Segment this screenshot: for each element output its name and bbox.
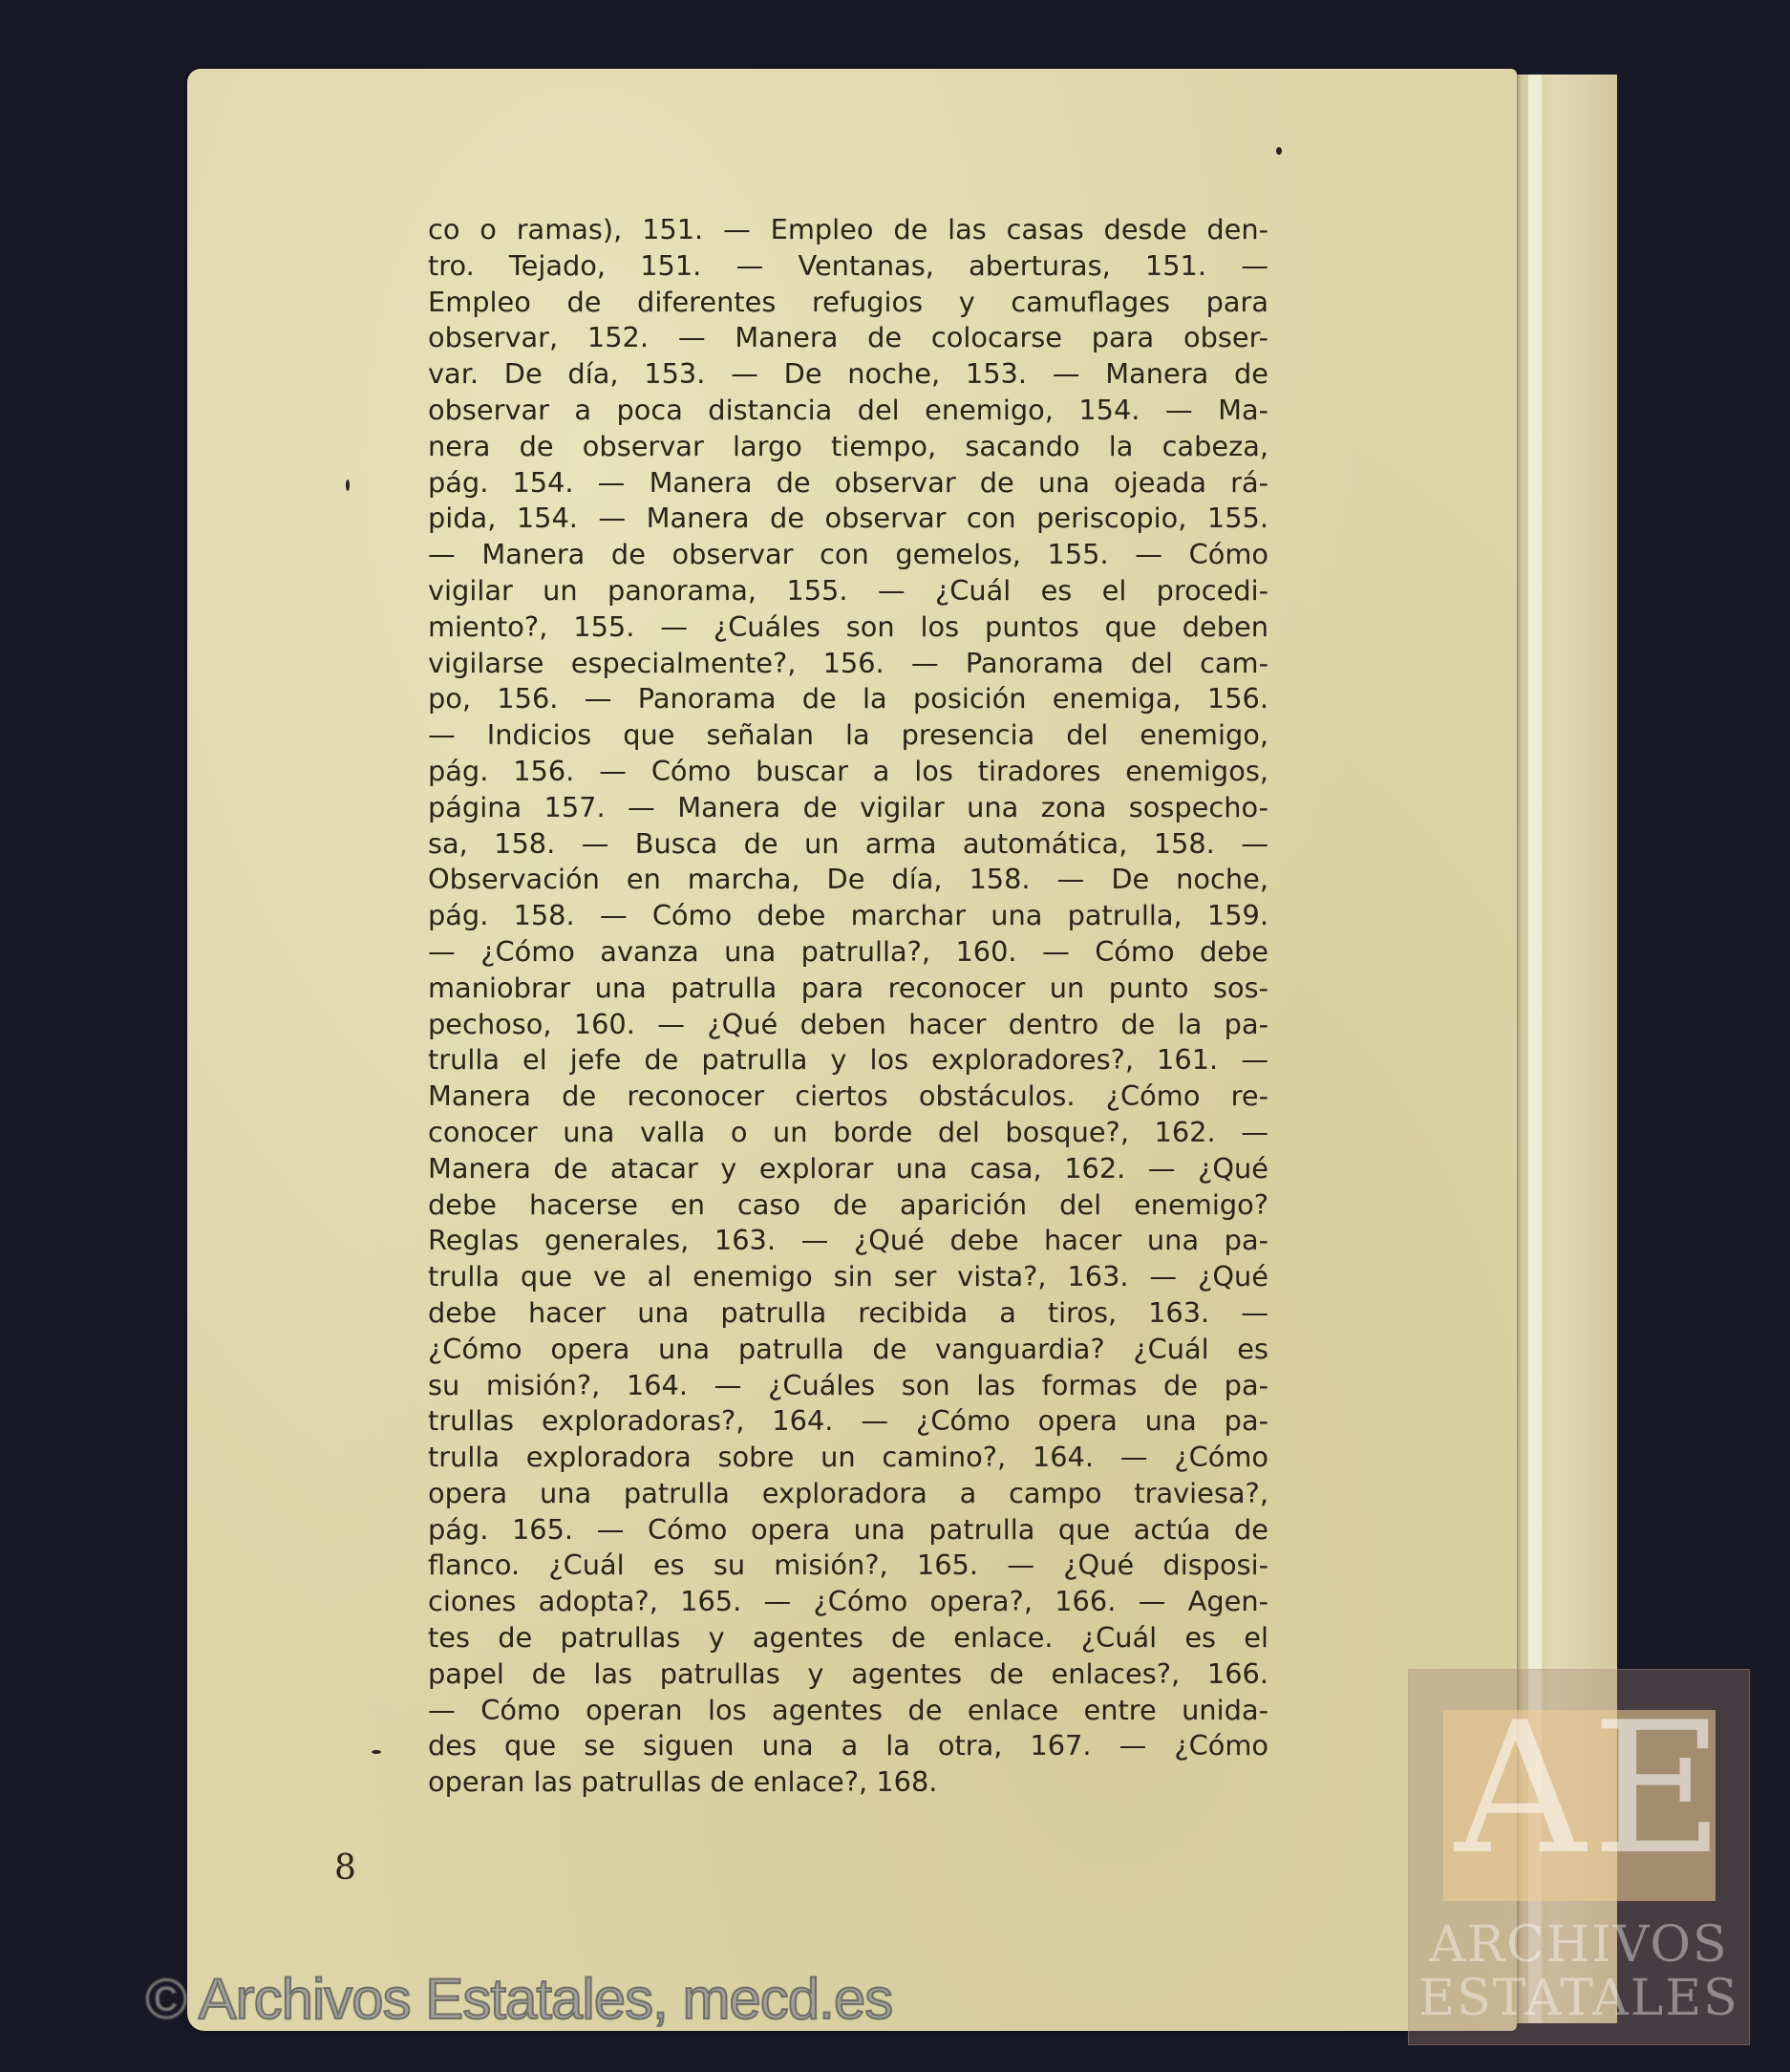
copyright-watermark: © Archivos Estatales, mecd.es	[145, 1967, 893, 2031]
page-number: 8	[334, 1848, 356, 1888]
text-line: — Cómo operan los agentes de enlace entre unida-	[428, 1693, 1268, 1726]
text-line: po, 156. — Panorama de la posición enemiga, 156.	[428, 682, 1268, 716]
text-line: sa, 158. — Busca de un arma automática, 158. —	[428, 826, 1268, 860]
text-line: pág. 165. — Cómo opera una patrulla que actúa de	[428, 1512, 1268, 1546]
logo-letters: AE	[1455, 1683, 1730, 1894]
text-line: Manera de reconocer ciertos obstáculos. ¿Cómo re-	[428, 1079, 1268, 1113]
archivos-estatales-logo	[1408, 1669, 1750, 2045]
text-line: trulla que ve al enemigo sin ser vista?, 163. — ¿Qué	[428, 1260, 1268, 1293]
text-line: nera de observar largo tiempo, sacando la cabeza,	[428, 429, 1268, 462]
text-line: maniobrar una patrulla para reconocer un punto sos-	[428, 971, 1268, 1004]
text-line: papel de las patrullas y agentes de enlaces?, 166.	[428, 1656, 1268, 1690]
text-line: Reglas generales, 163. — ¿Qué debe hacer una pa-	[428, 1224, 1268, 1257]
text-line: trulla exploradora sobre un camino?, 164. — ¿Cómo	[428, 1441, 1268, 1474]
text-line: pág. 154. — Manera de observar de una ojeada rá-	[428, 465, 1268, 499]
text-line: tes de patrullas y agentes de enlace. ¿Cuál es el	[428, 1621, 1268, 1655]
text-line: pág. 158. — Cómo debe marchar una patrulla, 159.	[428, 899, 1268, 932]
text-line: tro. Tejado, 151. — Ventanas, aberturas, 151. —	[428, 248, 1268, 282]
text-line: var. De día, 153. — De noche, 153. — Manera de	[428, 357, 1268, 391]
text-line: Observación en marcha, De día, 158. — De noche,	[428, 863, 1268, 896]
index-text-block	[428, 212, 1268, 1801]
text-line: pida, 154. — Manera de observar con periscopio, 155.	[428, 502, 1268, 535]
text-line: Manera de atacar y explorar una casa, 162. — ¿Qué	[428, 1151, 1268, 1185]
ink-speck	[372, 1750, 381, 1754]
logo-caption-line2: ESTATALES	[1418, 1970, 1739, 2027]
text-line: Empleo de diferentes refugios y camuflages para	[428, 285, 1268, 318]
text-line: ¿Cómo opera una patrulla de vanguardia? ¿Cuál es	[428, 1332, 1268, 1365]
text-line: pág. 156. — Cómo buscar a los tiradores enemigos,	[428, 754, 1268, 787]
text-line: flanco. ¿Cuál es su misión?, 165. — ¿Qué disposi-	[428, 1549, 1268, 1582]
text-line: pechoso, 160. — ¿Qué deben hacer dentro de la pa-	[428, 1007, 1268, 1040]
logo-caption-line1: ARCHIVOS	[1429, 1916, 1729, 1974]
text-line: trullas exploradoras?, 164. — ¿Cómo opera una pa-	[428, 1404, 1268, 1438]
text-line: observar, 152. — Manera de colocarse para obser-	[428, 321, 1268, 354]
text-line: — Indicios que señalan la presencia del enemigo,	[428, 718, 1268, 752]
text-line: trulla el jefe de patrulla y los exploradores?, 161. —	[428, 1043, 1268, 1077]
text-line: conocer una valla o un borde del bosque?, 162. —	[428, 1115, 1268, 1148]
text-line: observar a poca distancia del enemigo, 154. — Ma-	[428, 393, 1268, 426]
text-line: opera una patrulla exploradora a campo traviesa?,	[428, 1476, 1268, 1509]
text-line: miento?, 155. — ¿Cuáles son los puntos que deben	[428, 609, 1268, 643]
text-line: — Manera de observar con gemelos, 155. — Cómo	[428, 538, 1268, 571]
ink-speck	[1276, 147, 1282, 155]
text-line: vigilar un panorama, 155. — ¿Cuál es el procedi-	[428, 573, 1268, 607]
text-line: — ¿Cómo avanza una patrulla?, 160. — Cómo debe	[428, 934, 1268, 968]
text-line: página 157. — Manera de vigilar una zona sospecho-	[428, 790, 1268, 823]
text-line: vigilarse especialmente?, 156. — Panorama del cam-	[428, 646, 1268, 679]
text-line: des que se siguen una a la otra, 167. — ¿Cómo	[428, 1729, 1268, 1762]
text-line: debe hacer una patrulla recibida a tiros, 163. —	[428, 1295, 1268, 1329]
text-line: debe hacerse en caso de aparición del enemigo?	[428, 1187, 1268, 1221]
ink-speck	[346, 480, 350, 491]
text-line: operan las patrullas de enlace?, 168.	[428, 1765, 938, 1799]
text-line: co o ramas), 151. — Empleo de las casas desde den-	[428, 213, 1268, 246]
text-line: ciones adopta?, 165. — ¿Cómo opera?, 166. — Agen-	[428, 1585, 1268, 1618]
text-line: su misión?, 164. — ¿Cuáles son las formas de pa-	[428, 1368, 1268, 1401]
